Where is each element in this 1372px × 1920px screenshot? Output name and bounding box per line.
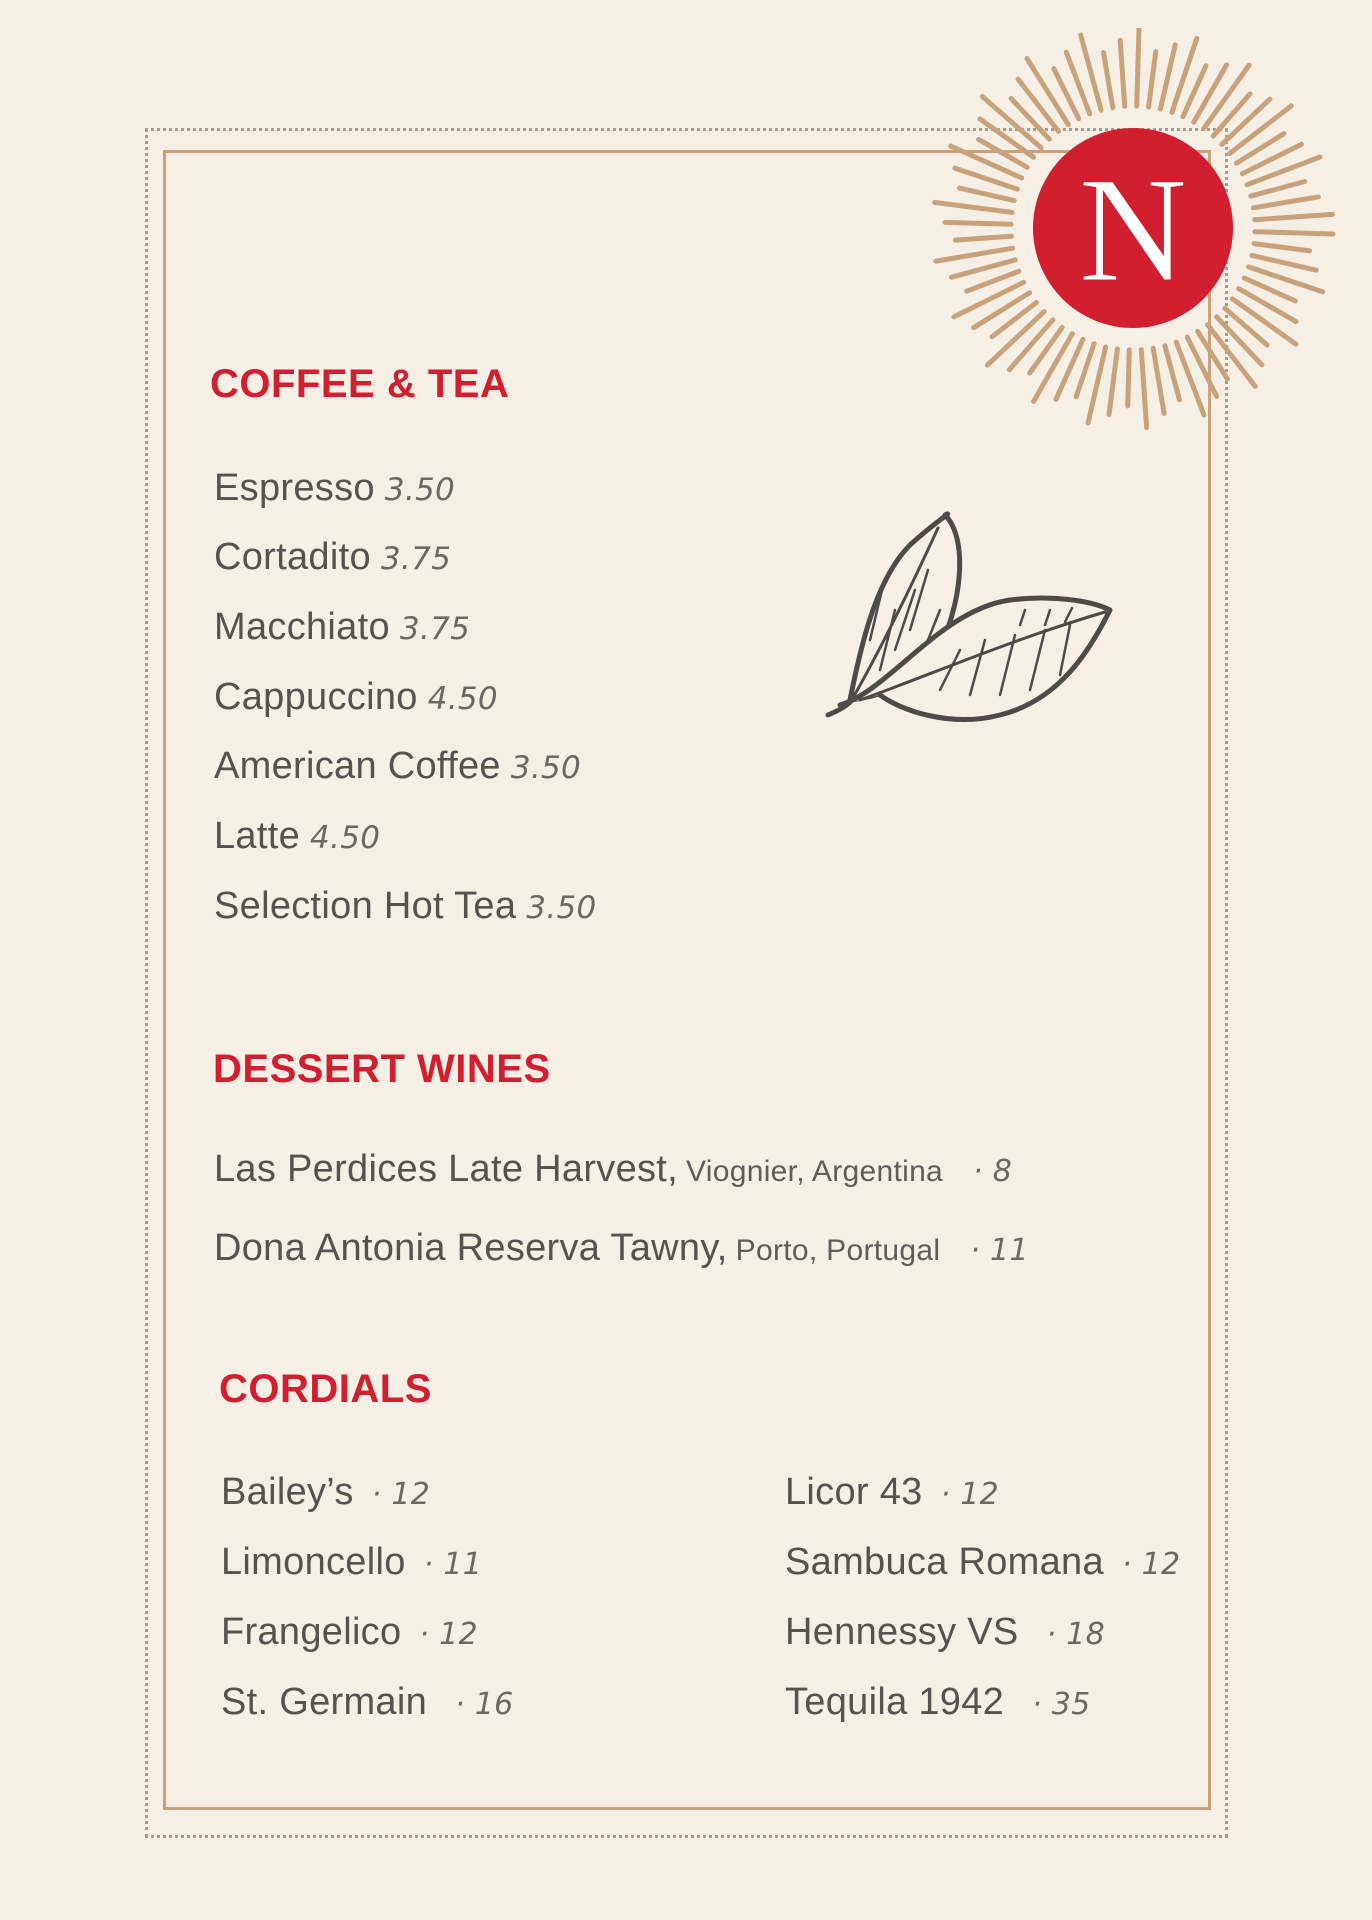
item-price: · 12 [1121, 1547, 1181, 1582]
sunburst-ray [1109, 349, 1117, 415]
sunburst-ray [1255, 232, 1333, 234]
menu-item [221, 1611, 478, 1654]
menu-item [221, 1681, 513, 1724]
logo-emblem [928, 28, 1338, 438]
sunburst-ray [1018, 79, 1058, 131]
section-title-cordials: CORDIALS [219, 1367, 432, 1411]
sunburst-ray [1165, 346, 1180, 400]
sunburst-ray [1254, 244, 1310, 251]
sunburst-ray [1030, 327, 1063, 373]
item-name: Las Perdices Late Harvest, [214, 1148, 679, 1190]
item-name: Selection Hot Tea [214, 885, 517, 927]
menu-item [785, 1681, 1091, 1724]
item-name: Cappuccino [214, 676, 418, 718]
sunburst-ray [960, 188, 1015, 201]
sunburst-ray [1160, 45, 1175, 109]
sunburst-ray [1176, 342, 1204, 415]
item-name: Tequila 1942 [785, 1681, 1005, 1723]
menu-item [214, 536, 451, 579]
item-price: 3.50 [384, 472, 456, 508]
sunburst-ray [1104, 53, 1113, 108]
item-price: 4.50 [427, 681, 498, 717]
item-name: American Coffee [214, 745, 501, 787]
menu-item [214, 676, 498, 719]
item-price: 4.50 [310, 820, 381, 856]
item-price: · 16 [455, 1687, 514, 1722]
menu-item [221, 1541, 482, 1584]
sunburst-ray [1194, 65, 1227, 122]
item-price: · 11 [423, 1547, 483, 1582]
item-name: Limoncello [221, 1541, 406, 1583]
sunburst-ray [1120, 40, 1125, 106]
item-name: Sambuca Romana [785, 1541, 1104, 1583]
menu-item [214, 467, 455, 510]
menu-item [214, 606, 470, 649]
item-description: Viognier, Argentina [686, 1155, 944, 1188]
item-name: St. Germain [221, 1681, 428, 1723]
sunburst-ray [1252, 255, 1316, 270]
item-price: 3.50 [510, 750, 582, 786]
item-price: · 12 [940, 1477, 1000, 1512]
item-description: Porto, Portugal [735, 1234, 941, 1267]
sunburst-ray [1141, 350, 1146, 428]
logo-letter: N [1078, 147, 1188, 313]
menu-item [214, 885, 597, 928]
sunburst-ray [936, 248, 1013, 261]
item-name: Espresso [214, 467, 375, 509]
section-title-dessert-wines: DESSERT WINES [213, 1047, 551, 1091]
item-price: · 12 [371, 1477, 431, 1512]
item-name: Dona Antonia Reserva Tawny, [214, 1227, 728, 1269]
menu-item [785, 1611, 1105, 1654]
sunburst-ray [951, 146, 1022, 178]
item-price: · 12 [419, 1617, 478, 1652]
item-price: 3.75 [399, 611, 471, 647]
sunburst-ray [945, 222, 1011, 224]
sunburst-ray [954, 282, 1024, 317]
menu-item [214, 815, 380, 858]
item-name: Hennessy VS [785, 1611, 1019, 1653]
menu-item [785, 1541, 1180, 1584]
tea-leaf-icon [820, 500, 1120, 740]
item-price: · 35 [1032, 1687, 1091, 1722]
item-name: Latte [214, 815, 301, 857]
sunburst-ray [1251, 182, 1305, 197]
item-name: Macchiato [214, 606, 390, 648]
sunburst-ray [1253, 197, 1318, 208]
sunburst-ray [1213, 94, 1250, 136]
menu-item [214, 745, 581, 788]
menu-item [214, 1148, 1012, 1191]
item-price: · 11 [970, 1233, 1029, 1268]
sunburst-ray [980, 119, 1034, 157]
sunburst-ray [1128, 350, 1130, 406]
sunburst-ray [974, 293, 1030, 328]
item-price: · 8 [973, 1154, 1013, 1189]
sunburst-ray [1153, 348, 1164, 413]
menu-item [221, 1471, 430, 1514]
sunburst-ray [1239, 289, 1296, 322]
menu-item [214, 1227, 1029, 1270]
sunburst-ray [992, 303, 1036, 337]
sunburst-ray [1247, 157, 1320, 185]
item-price: 3.50 [526, 890, 597, 926]
menu-item [785, 1471, 999, 1514]
item-price: · 18 [1046, 1617, 1105, 1652]
section-title-coffee-tea: COFFEE & TEA [210, 362, 510, 406]
sunburst-ray [1011, 98, 1049, 139]
sunburst-ray [1225, 308, 1267, 345]
sunburst-ray [935, 202, 1012, 212]
item-price: 3.75 [380, 541, 452, 577]
sunburst-ray [1137, 28, 1139, 106]
item-name: Bailey’s [221, 1471, 354, 1513]
item-name: Licor 43 [785, 1471, 923, 1513]
item-name: Cortadito [214, 536, 371, 578]
item-name: Frangelico [221, 1611, 402, 1653]
sunburst-ray [955, 236, 1011, 240]
sunburst-ray [1149, 52, 1156, 108]
sunburst-ray [1255, 214, 1333, 219]
